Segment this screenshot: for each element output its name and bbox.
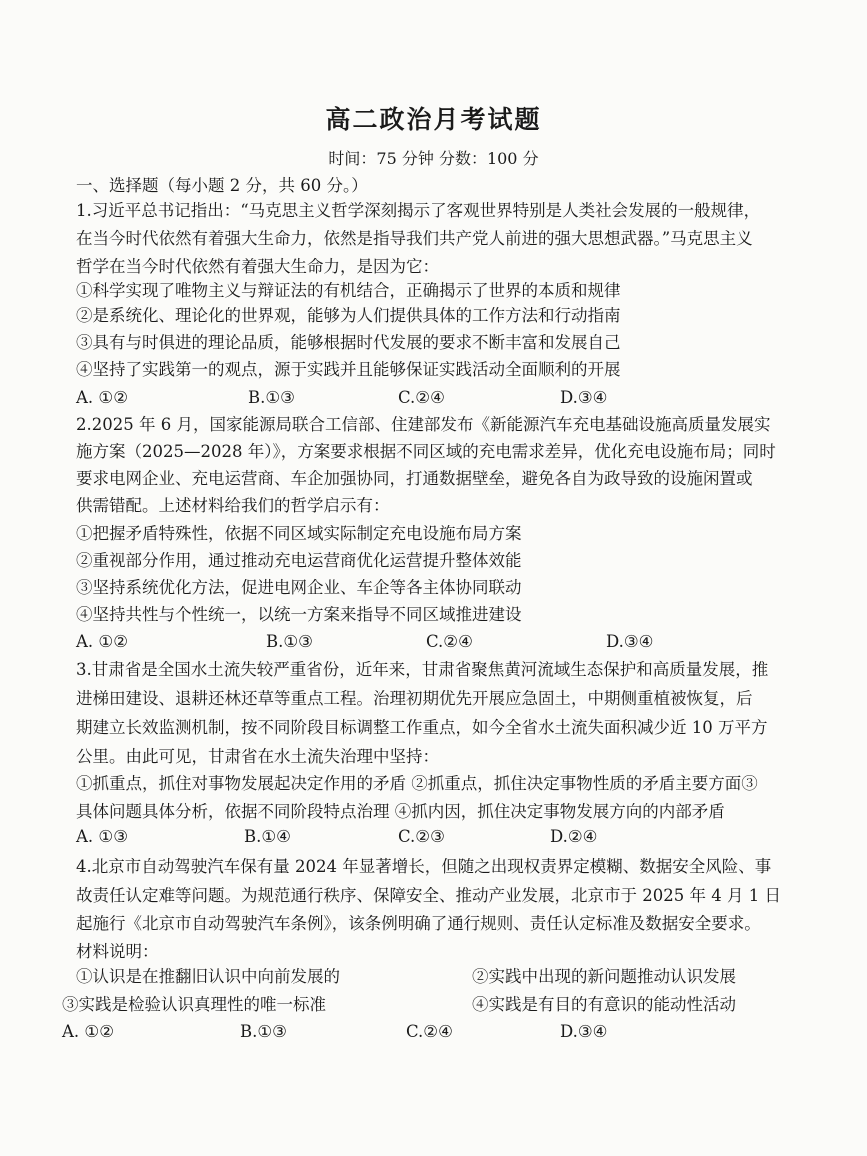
question-item: ①抓重点，抓住对事物发展起决定作用的矛盾 ②抓重点，抓住决定事物性质的矛盾主要方面③ [76, 774, 758, 793]
question-stem-line: 1.习近平总书记指出：“马克思主义哲学深刻揭示了客观世界特别是人类社会发展的一般规律， [76, 201, 761, 220]
option-b: B.①③ [248, 388, 295, 407]
answer-options [76, 632, 836, 656]
option-b: B.①③ [240, 1022, 287, 1041]
option-d: D.③④ [560, 388, 608, 407]
option-c: C.②③ [398, 827, 445, 846]
question-stem-line: 进梯田建设、退耕还林还草等重点工程。治理初期优先开展应急固土，中期侧重植被恢复，后 [76, 689, 753, 708]
question-stem-line: 故责任认定难等问题。为规范通行秩序、保障安全、推动产业发展，北京市于 2025 年 4 月 1 日 [76, 886, 781, 905]
question-item: ③具有与时俱进的理论品质，能够根据时代发展的要求不断丰富和发展自己 [76, 333, 621, 352]
option-c: C.②④ [426, 632, 473, 651]
option-a: A. ①② [62, 1022, 114, 1041]
question-item: ③实践是检验认识真理性的唯一标准 [62, 995, 326, 1014]
question-item: ④实践是有目的有意识的能动性活动 [472, 995, 736, 1014]
question-item: ①把握矛盾特殊性，依据不同区域实际制定充电设施布局方案 [76, 524, 522, 543]
question-stem-line: 材料说明： [76, 942, 159, 961]
question-stem-line: 起施行《北京市自动驾驶汽车条例》，该条例明确了通行规则、责任认定标准及数据安全要求。 [76, 914, 761, 933]
option-d: D.③④ [560, 1022, 608, 1041]
option-a: A. ①② [76, 388, 128, 407]
answer-options [62, 1022, 822, 1046]
question-stem-line: 公里。由此可见，甘肃省在水土流失治理中坚持： [76, 747, 439, 766]
question-item: 具体问题具体分析，依据不同阶段特点治理 ④抓内因，抓住决定事物发展方向的内部矛盾 [76, 802, 725, 821]
question-item: ③坚持系统优化方法，促进电网企业、车企等各主体协同联动 [76, 578, 522, 597]
section-heading: 一、选择题（每小题 2 分，共 60 分。） [76, 176, 368, 195]
option-a: A. ①② [76, 632, 128, 651]
question-stem-line: 哲学在当今时代依然有着强大生命力，是因为它： [76, 257, 439, 276]
exam-time-score: 时间：75 分钟 分数：100 分 [328, 149, 539, 168]
question-item: ④坚持共性与个性统一，以统一方案来指导不同区域推进建设 [76, 605, 522, 624]
option-c: C.②④ [406, 1022, 453, 1041]
question-item: ②实践中出现的新问题推动认识发展 [472, 967, 736, 986]
question-stem-line: 期建立长效监测机制，按不同阶段目标调整工作重点，如今全省水土流失面积减少近 10 万平方 [76, 718, 768, 737]
answer-options [76, 388, 836, 412]
question-stem-line: 施方案（2025—2028 年）》，方案要求根据不同区域的充电需求差异，优化充电设施布局；同时 [76, 442, 776, 461]
question-stem-line: 在当今时代依然有着强大生命力，依然是指导我们共产党人前进的强大思想武器。”马克思主义 [76, 229, 753, 248]
question-stem-line: 供需错配。上述材料给我们的哲学启示有： [76, 496, 390, 515]
question-item: ①科学实现了唯物主义与辩证法的有机结合，正确揭示了世界的本质和规律 [76, 281, 621, 300]
option-d: D.②④ [550, 827, 598, 846]
option-c: C.②④ [398, 388, 445, 407]
option-d: D.③④ [606, 632, 654, 651]
question-stem-line: 3.甘肃省是全国水土流失较严重省份，近年来，甘肃省聚焦黄河流域生态保护和高质量发展，推 [76, 660, 769, 679]
question-item: ②是系统化、理论化的世界观，能够为人们提供具体的工作方法和行动指南 [76, 306, 621, 325]
question-item: ②重视部分作用，通过推动充电运营商优化运营提升整体效能 [76, 551, 522, 570]
question-stem-line: 2.2025 年 6 月，国家能源局联合工信部、住建部发布《新能源汽车充电基础设施高质量发展实 [76, 415, 771, 434]
exam-title: 高二政治月考试题 [325, 105, 542, 134]
question-item: ①认识是在推翻旧认识中向前发展的 [76, 967, 340, 986]
option-b: B.①④ [244, 827, 291, 846]
option-a: A. ①③ [76, 827, 128, 846]
option-b: B.①③ [266, 632, 313, 651]
question-stem-line: 4.北京市自动驾驶汽车保有量 2024 年显著增长，但随之出现权责界定模糊、数据安全风险、事 [76, 857, 772, 876]
question-item: ④坚持了实践第一的观点，源于实践并且能够保证实践活动全面顺利的开展 [76, 360, 621, 379]
question-stem-line: 要求电网企业、充电运营商、车企加强协同，打通数据壁垒，避免各自为政导致的设施闲置或 [76, 469, 753, 488]
answer-options [76, 827, 836, 851]
